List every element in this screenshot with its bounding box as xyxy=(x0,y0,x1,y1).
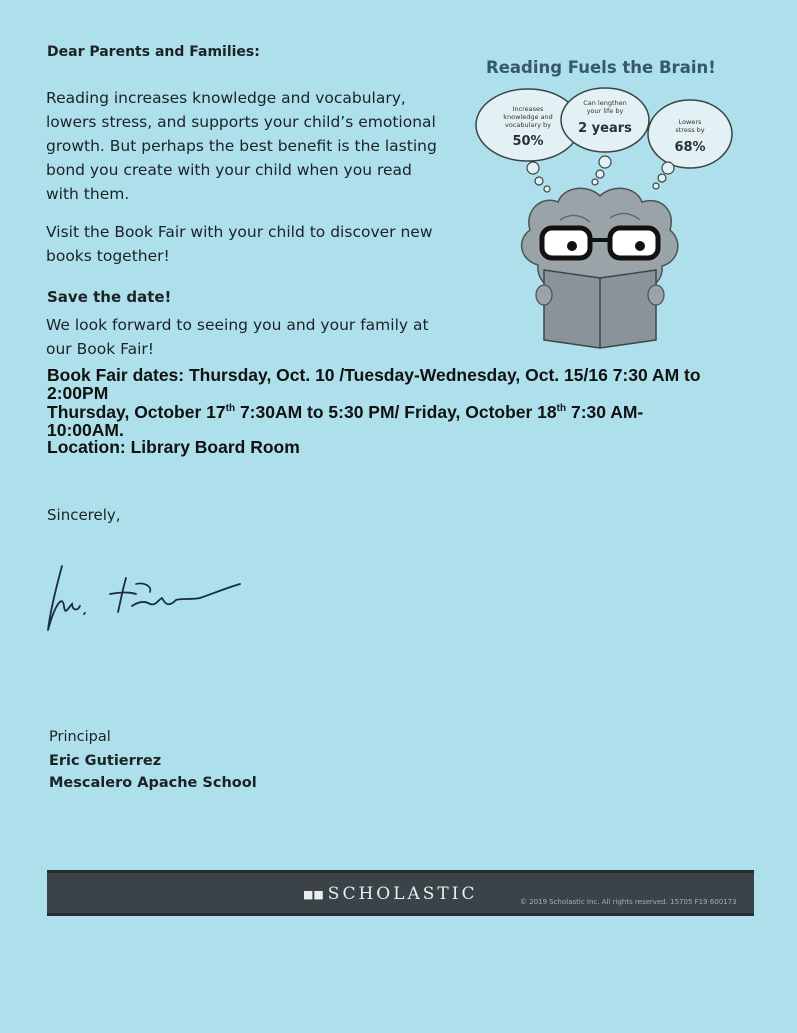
bubble3-line2: stress by xyxy=(675,126,705,134)
extended-hours-part1: Thursday, October 17 xyxy=(47,402,226,422)
infographic-title: Reading Fuels the Brain! xyxy=(486,58,716,77)
thought-bubble-life xyxy=(561,88,649,152)
book-logo-icon: ■■ xyxy=(303,887,324,901)
visit-line: books together! xyxy=(46,247,170,265)
intro-line: Reading increases knowledge and vocabulary, xyxy=(46,89,406,107)
bubble3-value: 68% xyxy=(674,140,706,155)
reading-brain-illustration xyxy=(440,50,770,360)
extended-hours-part3: 7:30 AM- xyxy=(566,402,644,422)
save-the-date-heading: Save the date! xyxy=(47,288,172,306)
bubble1-value: 50% xyxy=(512,134,544,149)
school-name: Mescalero Apache School xyxy=(49,775,257,791)
invite-line: our Book Fair! xyxy=(46,340,154,358)
extended-hours-end: 10:00AM. xyxy=(47,420,124,440)
thought-bubble-stress xyxy=(648,100,732,168)
intro-line: lowers stress, and supports your child’s emotional xyxy=(46,113,436,131)
visit-line: Visit the Book Fair with your child to discover new xyxy=(46,223,433,241)
intro-line: bond you create with your child when you read xyxy=(46,161,412,179)
invite-paragraph xyxy=(46,313,441,361)
intro-line: with them. xyxy=(46,185,130,203)
intro-line: growth. But perhaps the best benefit is the lasting xyxy=(46,137,437,155)
location-line: Location: Library Board Room xyxy=(47,437,300,457)
visit-paragraph xyxy=(46,220,446,268)
ordinal-suffix: th xyxy=(225,403,236,415)
bubble1-line3: vocabulary by xyxy=(505,121,551,129)
signer-name: Eric Gutierrez xyxy=(49,753,162,769)
invite-line: We look forward to seeing you and your family at xyxy=(46,316,429,334)
bubble2-line2: your life by xyxy=(586,107,624,115)
extended-hours-part2: 7:30AM to 5:30 PM/ Friday, October 18 xyxy=(235,402,557,422)
intro-paragraph xyxy=(46,86,446,206)
bubble2-value: 2 years xyxy=(578,121,632,136)
bubble2-line1: Can lengthen xyxy=(583,99,627,107)
book-fair-dates-continuation: 2:00PM xyxy=(47,383,109,403)
closing: Sincerely, xyxy=(47,506,121,524)
brand-name: SCHOLASTIC xyxy=(327,884,478,904)
signer-title: Principal xyxy=(49,729,111,745)
scholastic-logo xyxy=(303,882,503,906)
greeting: Dear Parents and Families: xyxy=(47,44,260,60)
copyright-notice: © 2019 Scholastic Inc. All rights reserved. 15705 F19 600173 xyxy=(520,898,737,906)
bubble3-line1: Lowers xyxy=(678,118,702,126)
ordinal-suffix: th xyxy=(556,403,567,415)
bubble1-line2: knowledge and xyxy=(503,113,553,121)
bubble1-line1: Increases xyxy=(512,105,544,113)
book-fair-dates-line xyxy=(47,366,767,402)
book-fair-dates-text: Book Fair dates: Thursday, Oct. 10 /Tuesday-Wednesday, Oct. 15/16 7:30 AM to xyxy=(47,365,701,385)
extended-hours-line xyxy=(47,403,767,439)
signature-image xyxy=(40,558,250,638)
